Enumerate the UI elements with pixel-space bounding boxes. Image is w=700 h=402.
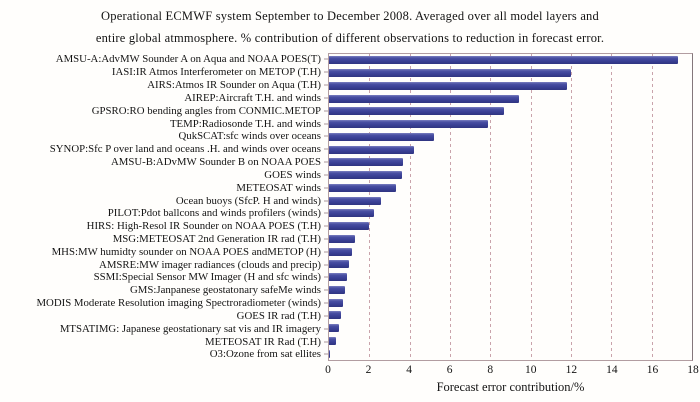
bar	[329, 235, 355, 243]
category-label: AMSU-A:AdvMW Sounder A on Aqua and NOAA POES(T)	[55, 53, 321, 66]
bar	[329, 146, 414, 154]
bar-row	[329, 80, 692, 93]
bar	[329, 209, 374, 217]
bar	[329, 350, 330, 358]
category-label: PILOT:Pdot ballcons and winds profilers (winds)	[107, 207, 321, 220]
category-label: AIRS:Atmos IR Sounder on Aqua (T.H)	[147, 79, 321, 92]
x-tick-label: 4	[406, 364, 412, 376]
x-tick-label: 0	[325, 364, 331, 376]
bar	[329, 133, 434, 141]
category-label: GPSRO:RO bending angles from CONMIC.METOP	[91, 104, 321, 117]
bar-row	[329, 335, 692, 348]
x-tick-label: 14	[606, 364, 618, 376]
bar	[329, 107, 504, 115]
x-tick-label: 16	[646, 364, 659, 376]
bar	[329, 222, 369, 230]
category-label: AMSRE:MW imager radiances (clouds and precip)	[99, 258, 321, 271]
category-label: AMSU-B:ADvMW Sounder B on NOAA POES	[110, 156, 321, 169]
category-label: QukSCAT:sfc winds over oceans	[178, 130, 321, 143]
bar-row	[329, 245, 692, 258]
bar-row	[329, 118, 692, 131]
bar	[329, 82, 567, 90]
category-label: MSG:METEOSAT 2nd Generation IR rad (T.H)	[112, 233, 321, 245]
x-tick-label: 18	[687, 364, 699, 376]
bar-series	[329, 54, 692, 360]
category-label: AIREP:Aircraft T.H. and winds	[184, 91, 321, 104]
x-tick-label: 2	[365, 364, 372, 376]
x-axis-title: Forecast error contribution/%	[436, 380, 585, 394]
plot-area	[328, 53, 693, 361]
bar-row	[329, 67, 692, 80]
bar	[329, 69, 571, 77]
category-label: HIRS: High-Resol IR Sounder on NOAA POES (T.H)	[86, 220, 321, 233]
x-tick-label: 8	[487, 364, 494, 376]
figure-title	[0, 5, 700, 49]
bar-row	[329, 207, 692, 220]
bar-row	[329, 271, 692, 284]
category-label: Ocean buoys (SfcP. H and winds)	[175, 194, 321, 207]
bar	[329, 120, 488, 128]
bar-row	[329, 309, 692, 322]
bar-row	[329, 220, 692, 233]
category-label: METEOSAT IR Rad (T.H)	[205, 335, 321, 348]
bar-row	[329, 194, 692, 207]
x-tick-label: 6	[446, 364, 453, 376]
x-tick-label: 12	[565, 364, 578, 376]
bar-row	[329, 258, 692, 271]
category-label: O3:Ozone from sat ellites	[209, 348, 321, 361]
category-label: MODIS Moderate Resolution imaging Spectroradiometer (winds)	[36, 297, 321, 310]
bar	[329, 171, 402, 179]
category-label: GOES IR rad (T.H)	[236, 309, 321, 322]
category-label: METEOSAT winds	[236, 181, 321, 194]
bar-row	[329, 322, 692, 335]
bar-row	[329, 105, 692, 118]
category-axis	[0, 53, 323, 361]
bar	[329, 324, 339, 332]
bar	[329, 260, 349, 268]
bar	[329, 197, 381, 205]
bar	[329, 184, 396, 192]
bar	[329, 56, 678, 64]
category-label: MHS:MW humidty sounder on NOAA POES andMETOP (H)	[51, 245, 321, 258]
bar-row	[329, 131, 692, 144]
bar-row	[329, 169, 692, 182]
bar	[329, 273, 347, 281]
bar-row	[329, 143, 692, 156]
bar	[329, 248, 352, 256]
bar	[329, 95, 519, 103]
category-label: IASI:IR Atmos Interferometer on METOP (T.H)	[111, 66, 321, 79]
figure-title-line2: entire global atmmosphere. % contribution of different observations to reduction in forecast error.	[95, 31, 605, 45]
bar-row	[329, 156, 692, 169]
bar	[329, 311, 341, 319]
bar-row	[329, 233, 692, 246]
bar	[329, 299, 343, 307]
bar-row	[329, 296, 692, 309]
bar-row	[329, 182, 692, 195]
bar	[329, 158, 403, 166]
category-label: MTSATIMG: Japanese geostationary sat vis and IR imagery	[59, 322, 321, 335]
category-label: TEMP:Radiosonde T.H. and winds	[169, 117, 321, 130]
bar-row	[329, 92, 692, 105]
bar-row	[329, 347, 692, 360]
category-label: SSMI:Special Sensor MW Imager (H and sfc winds)	[93, 271, 321, 284]
category-label: SYNOP:Sfc P over land and oceans .H. and winds over oceans	[49, 143, 321, 156]
x-axis	[325, 363, 699, 378]
x-tick-label: 10	[525, 364, 537, 376]
figure-title-line1: Operational ECMWF system September to December 2008. Averaged over all model layers and	[101, 9, 599, 23]
bar	[329, 286, 345, 294]
bar-row	[329, 284, 692, 297]
category-label: GOES winds	[264, 168, 321, 181]
category-label: GMS:Janpanese geostatonary safeMe winds	[129, 284, 321, 297]
bar	[329, 337, 336, 345]
bar-row	[329, 54, 692, 67]
